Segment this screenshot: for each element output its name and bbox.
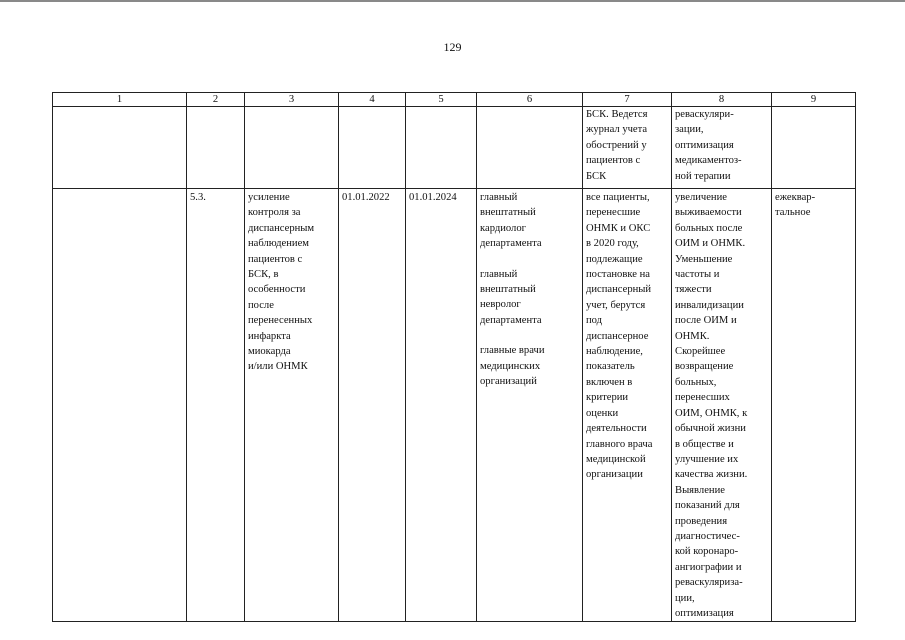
responsible-cardiologist: главный внештатный кардиолог департамента: [480, 192, 542, 250]
cont-cell-5: [406, 107, 477, 189]
page-number: 129: [443, 40, 462, 54]
header-cell-9: 9: [772, 93, 856, 107]
row-number: 5.3.: [187, 189, 245, 622]
header-cell-5: 5: [406, 93, 477, 107]
header-cell-3: 3: [245, 93, 339, 107]
indicator-cell: все пациенты, перенесшие ОНМК и ОКС в 2020 году, подлежащие постановке на диспансерный учет, берутся под диспансерное наблюдение, показатель включен в критерии оценки деятельности главного врача медицинской организации: [583, 189, 672, 622]
cont-cell-1: [53, 107, 187, 189]
cont-cell-2: [187, 107, 245, 189]
cont-cell-4: [339, 107, 406, 189]
responsible-cell: [477, 189, 583, 622]
cont-cell-9: [772, 107, 856, 189]
measures-table: [52, 92, 856, 622]
header-row: [53, 93, 856, 107]
measure-cell: усиление контроля за диспансерным наблюдением пациентов с БСК, в особенности после перенесенных инфаркта миокарда и/или ОНМК: [245, 189, 339, 622]
start-date-cell: 01.01.2022: [339, 189, 406, 622]
cont-cell-6: [477, 107, 583, 189]
cont-cell-7-indicator: БСК. Ведется журнал учета обострений у пациентов с БСК: [583, 107, 672, 189]
periodicity-cell: ежеквар- тальное: [772, 189, 856, 622]
cont-cell-3: [245, 107, 339, 189]
responsible-chief-doctors: главные врачи медицинских организаций: [480, 345, 545, 388]
cont-cell-8-result: реваскуляри- зации, оптимизация медикаментоз- ной терапии: [672, 107, 772, 189]
result-cell: увеличение выживаемости больных после ОИМ и ОНМК. Уменьшение частоты и тяжести инвалидизации после ОИМ и ОНМК. Скорейшее возвращение больных, перенесших ОИМ, ОНМК, к обычной жизни в обществе и улучшение их качества жизни. Выявление показаний для проведения диагностичес- кой коронаро- ангиографии и реваскуляриза- ции, оптимизация: [672, 189, 772, 622]
header-cell-8: 8: [672, 93, 772, 107]
header-cell-4: 4: [339, 93, 406, 107]
end-date-cell: 01.01.2024: [406, 189, 477, 622]
header-cell-2: 2: [187, 93, 245, 107]
row-cell-1: [53, 189, 187, 622]
scan-edge-line: [0, 0, 905, 2]
header-cell-7: 7: [583, 93, 672, 107]
header-cell-1: 1: [53, 93, 187, 107]
responsible-neurologist: главный внештатный невролог департамента: [480, 268, 542, 326]
continuation-row: [53, 107, 856, 189]
table-row: [53, 189, 856, 622]
header-cell-6: 6: [477, 93, 583, 107]
